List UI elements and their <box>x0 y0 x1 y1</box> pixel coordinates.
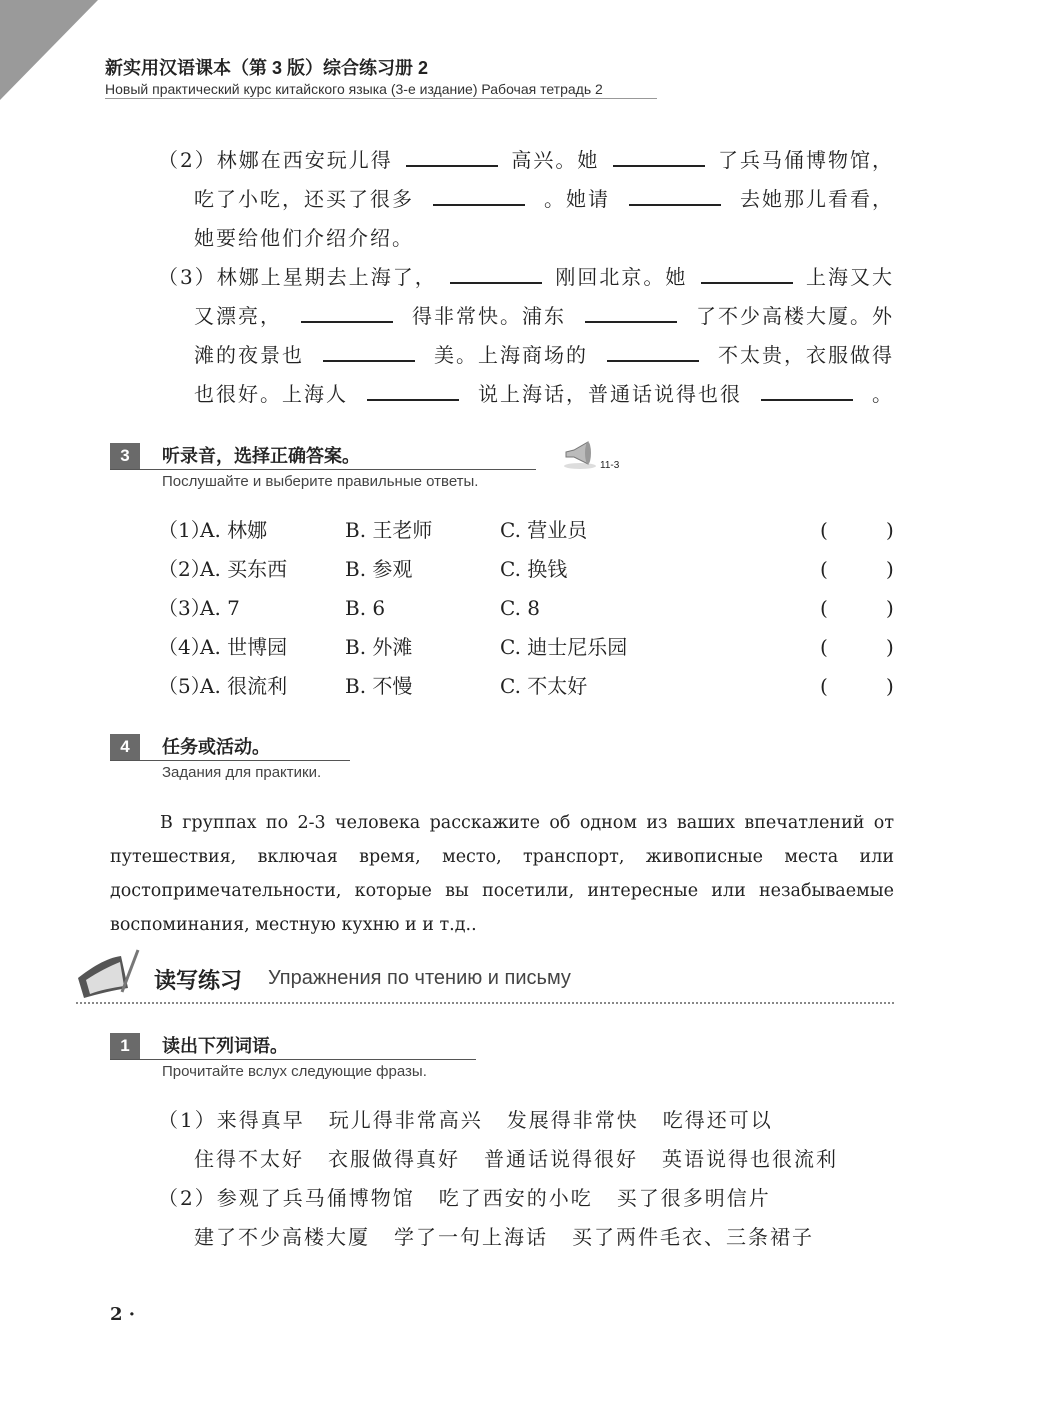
section-subtitle: Прочитайте вслух следующие фразы. <box>162 1063 427 1080</box>
answer-paren-open[interactable]: ( <box>820 518 828 542</box>
exercise-2-item-2 <box>158 141 894 258</box>
audio-speaker-icon[interactable] <box>562 440 598 470</box>
option-a[interactable]: A. 买东西 <box>200 557 288 581</box>
section-subtitle: Задания для практики. <box>162 764 322 781</box>
option-a[interactable]: A. 世博园 <box>200 635 288 659</box>
text-segment: 刚回北京。她 <box>555 265 688 289</box>
answer-paren-close[interactable]: ) <box>886 674 894 698</box>
answer-paren-open[interactable]: ( <box>820 596 828 620</box>
text-segment: 美。上海商场的 <box>434 343 588 367</box>
answer-blank[interactable] <box>607 340 699 362</box>
option-c[interactable]: C. 不太好 <box>500 674 588 698</box>
choice-list <box>158 512 898 707</box>
section-title: 任务或活动。 <box>110 734 350 761</box>
answer-blank[interactable] <box>585 301 677 323</box>
reading-writing-banner <box>76 948 894 1004</box>
text-segment: 又漂亮， <box>194 304 282 328</box>
answer-paren-close[interactable]: ) <box>886 557 894 581</box>
section-number: 3 <box>110 443 140 469</box>
text-segment: 。她请 <box>544 187 610 211</box>
option-c[interactable]: C. 营业员 <box>500 518 588 542</box>
banner-title-zh: 读写练习 <box>154 968 243 993</box>
section-title: 读出下列词语。 <box>110 1033 476 1060</box>
option-b[interactable]: B. 参观 <box>345 557 413 581</box>
item-number: （3） <box>158 596 211 620</box>
text-line <box>158 180 894 219</box>
text-segment: 了兵马俑博物馆， <box>717 148 894 172</box>
text-line <box>158 219 894 258</box>
text-segment: 高兴。她 <box>511 148 600 172</box>
phrase-line <box>158 1218 862 1257</box>
text-segment: 上海又大 <box>805 265 894 289</box>
item-number: （5） <box>158 674 211 698</box>
choice-row <box>158 551 898 590</box>
page-number: 2 · <box>110 1304 136 1325</box>
text-segment: 了不少高楼大厦。外 <box>696 304 894 328</box>
book-title-ru: Новый практический курс китайского языка (3-е издание) Рабочая тетрадь 2 <box>105 81 603 97</box>
answer-blank[interactable] <box>367 379 459 401</box>
answer-blank[interactable] <box>433 184 525 206</box>
choice-row <box>158 668 898 707</box>
banner-title-ru: Упражнения по чтению и письму <box>268 967 571 989</box>
option-a[interactable]: A. 林娜 <box>200 518 268 542</box>
phrase: 住得不太好 <box>194 1147 304 1171</box>
answer-paren-open[interactable]: ( <box>820 635 828 659</box>
text-line <box>158 336 894 375</box>
text-segment: 吃了小吃，还买了很多 <box>194 187 414 211</box>
text-segment: 得非常快。浦东 <box>412 304 566 328</box>
text-segment: （3）林娜上星期去上海了， <box>158 265 437 289</box>
text-line <box>158 297 894 336</box>
phrase: 买了两件毛衣、三条裙子 <box>572 1225 814 1249</box>
choice-row <box>158 512 898 551</box>
answer-blank[interactable] <box>323 340 415 362</box>
notebook-pen-icon <box>76 948 142 998</box>
phrase: （1）来得真早 <box>158 1108 305 1132</box>
phrase: 吃了西安的小吃 <box>438 1186 593 1210</box>
phrase: 吃得还可以 <box>662 1108 773 1132</box>
option-b[interactable]: B. 王老师 <box>345 518 433 542</box>
phrase-line <box>158 1101 862 1140</box>
section-title: 听录音，选择正确答案。 <box>110 443 536 470</box>
text-segment: 她要给他们介绍介绍。 <box>194 226 414 250</box>
phrase-line <box>158 1140 862 1179</box>
section-number: 4 <box>110 734 140 760</box>
item-number: （4） <box>158 635 211 659</box>
phrase-line <box>158 1179 862 1218</box>
answer-blank[interactable] <box>406 145 498 167</box>
text-segment: 也很好。上海人 <box>194 382 348 406</box>
answer-blank[interactable] <box>613 145 705 167</box>
corner-decoration <box>0 0 98 100</box>
text-segment: （2）林娜在西安玩儿得 <box>158 148 393 172</box>
phrase: 普通话说得很好 <box>484 1147 638 1171</box>
choice-row <box>158 590 898 629</box>
task-paragraph: В группах по 2-3 человека расскажите об одном из ваших впечатлений от путешествия, включая время, место, транспорт, живописные места или достопримечательности, которые вы посетили, интересные или незабываемые воспоминания, местную кухню и и т.д.. <box>110 813 894 935</box>
answer-blank[interactable] <box>761 379 853 401</box>
phrase: 发展得非常快 <box>506 1108 639 1132</box>
answer-paren-open[interactable]: ( <box>820 674 828 698</box>
text-segment: 不太贵，衣服做得 <box>718 343 894 367</box>
phrase: 学了一句上海话 <box>394 1225 548 1249</box>
answer-blank[interactable] <box>450 262 542 284</box>
phrase: 英语说得也很流利 <box>662 1147 838 1171</box>
audio-track-number: 11-3 <box>600 460 620 471</box>
text-line <box>158 258 894 297</box>
answer-blank[interactable] <box>301 301 393 323</box>
answer-paren-open[interactable]: ( <box>820 557 828 581</box>
option-a[interactable]: A. 很流利 <box>200 674 288 698</box>
phrase: 建了不少高楼大厦 <box>194 1225 370 1249</box>
option-b[interactable]: B. 6 <box>345 596 386 620</box>
item-number: （1） <box>158 518 211 542</box>
text-segment: 去她那儿看看， <box>740 187 894 211</box>
phrase: 衣服做得真好 <box>328 1147 460 1171</box>
text-segment: 说上海话，普通话说得也很 <box>478 382 742 406</box>
running-header <box>105 56 657 99</box>
text-line <box>158 141 894 180</box>
text-segment: 滩的夜景也 <box>194 343 304 367</box>
item-number: （2） <box>158 557 211 581</box>
phrase-list <box>158 1101 862 1257</box>
answer-paren-close[interactable]: ) <box>886 596 894 620</box>
phrase: 买了很多明信片 <box>616 1186 771 1210</box>
answer-blank[interactable] <box>629 184 721 206</box>
phrase: （2）参观了兵马俑博物馆 <box>158 1186 415 1210</box>
option-c[interactable]: C. 迪士尼乐园 <box>500 635 628 659</box>
section-subtitle: Послушайте и выберите правильные ответы. <box>162 473 479 490</box>
phrase: 玩儿得非常高兴 <box>328 1108 483 1132</box>
option-b[interactable]: B. 不慢 <box>345 674 413 698</box>
text-segment: 。 <box>872 382 894 406</box>
option-b[interactable]: B. 外滩 <box>345 635 413 659</box>
option-c[interactable]: C. 换钱 <box>500 557 568 581</box>
answer-blank[interactable] <box>701 262 793 284</box>
answer-paren-close[interactable]: ) <box>886 518 894 542</box>
text-line <box>158 375 894 414</box>
exercise-2-item-3 <box>158 258 894 414</box>
option-a[interactable]: A. 7 <box>200 596 240 620</box>
option-c[interactable]: C. 8 <box>500 596 541 620</box>
choice-row <box>158 629 898 668</box>
section-number: 1 <box>110 1033 140 1059</box>
book-title-zh: 新实用汉语课本（第 3 版）综合练习册 2 <box>105 58 429 78</box>
answer-paren-close[interactable]: ) <box>886 635 894 659</box>
